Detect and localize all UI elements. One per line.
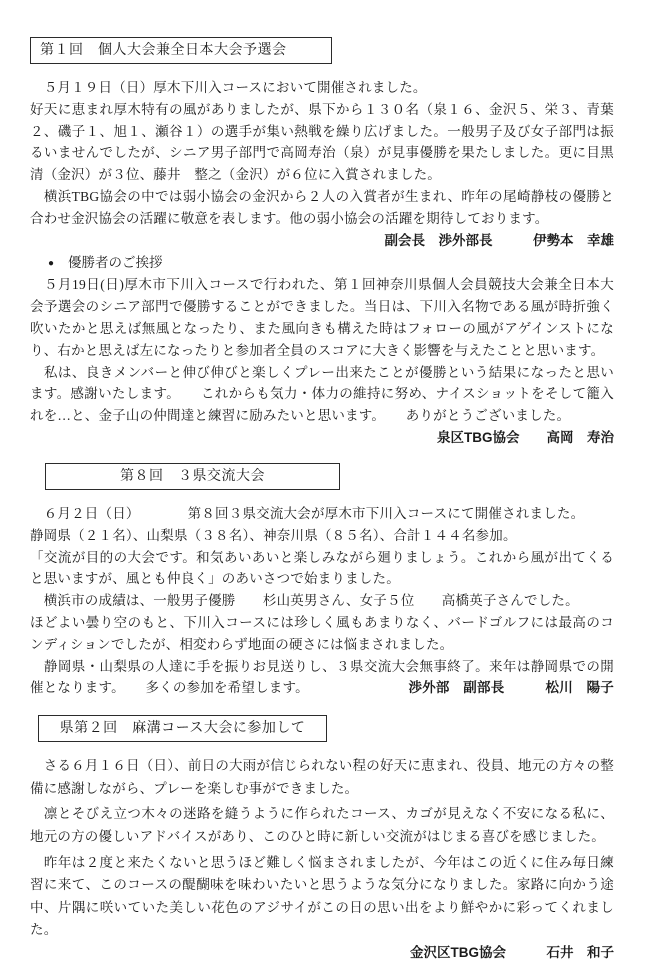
section2-title: 第８回 ３県交流大会 [120, 468, 265, 484]
section2-paragraph-5: ほどよい曇り空のもと、下川入コースには珍しく風もあまりなく、バードゴルフには最高のコンディションでしたが、相変わらず地面の硬さには悩まされました。 [30, 614, 614, 652]
greeting-paragraph-1: ５月19日(日)厚木市下川入コースで行われた、第１回神奈川県個人会員競技大会兼全日本大会予選会のシニア部門で優勝することができました。当日は、下川入名物である風が時折強く吹いたかと思えば無風となったり、また風向きも構えた時はフォローの風がアゲインストになり、右かと思えば左になったりと参加者全員のスコアに大きく影響を与えたことと思います。 [30, 277, 614, 358]
section2-closing-text: 静岡県・山梨県の人達に手を振りお見送りし、３県交流大会無事終了。来年は静岡県での開催となります。 多くの参加を希望します。 [30, 658, 614, 696]
greeting-heading-label: 優勝者のご挨拶 [68, 254, 163, 270]
section3-title: 県第２回 麻溝コース大会に参加して [59, 721, 306, 737]
section2-paragraph-3: 「交流が目的の大会です。和気あいあいと楽しみながら廻りましょう。これから風が出てくると思いますが、風とも仲良く」のあいさつで始まりました。 [30, 549, 614, 587]
section3-paragraph-1: さる６月１６日（日）、前日の大雨が信じられない程の好天に恵まれ、役員、地元の方々の整備に感謝しながら、プレーを楽しむ事ができました。 [30, 758, 614, 796]
section2-title-box [45, 463, 340, 490]
section2-signature: 渉外部 副部長 松川 陽子 [408, 680, 614, 696]
section1-signature: 副会長 渉外部長 伊勢本 幸雄 [384, 232, 614, 248]
section3-title-box [38, 715, 327, 742]
section1-paragraph-2: 好天に恵まれ厚木特有の風がありましたが、県下から１３０名（泉１６、金沢５、栄３、青葉２、磯子１、旭１、瀬谷１）の選手が集い熱戦を繰り広げました。一般男子及び女子部門は振るいませんでしたが、シニア男子部門で高岡寿治（泉）が見事優勝を果たしました。更に目黒 清（金沢）が３位、藤井 整之（金沢）が６位に入賞されました。 [30, 101, 628, 183]
greeting-heading-line [30, 252, 614, 275]
bullet-icon: ● [48, 257, 55, 269]
section1-body [30, 77, 628, 449]
greeting-paragraph-2: 私は、良きメンバーと伸び伸びと楽しくプレー出来たことが優勝という結果になったと思います。感謝いたします。 これからも気力・体力の維持に努め、ナイスショットをそして籠入れを…と、金子山の仲間達と練習に励みたいと思います。 ありがとうございました。 [30, 364, 614, 424]
section2-body [30, 503, 614, 699]
greeting-signature: 泉区TBG協会 高岡 寿治 [437, 429, 614, 445]
section2-paragraph-1: ６月２日（日） 第８回３県交流大会が厚木市下川入コースにて開催されました。 [30, 505, 585, 521]
section3-paragraph-3: 昨年は２度と来たくないと思うほど難しく悩まされましたが、今年はこの近くに住み毎日練習に来て、このコースの醍醐味を味わいたいと思うような気分になりました。家路に向かう途中、片隅に咲いていた美しい花色のアジサイがこの日の思い出をより鮮やかに彩ってくれました。 [30, 854, 614, 938]
section2-paragraph-2: 静岡県（２１名）、山梨県（３８名）、神奈川県（８５名）、合計１４４名参加。 [30, 527, 517, 543]
section1-paragraph-3: 横浜TBG協会の中では弱小協会の金沢から２人の入賞者が生まれ、昨年の尾崎静枝の優勝と合わせ金沢協会の活躍に敬意を表します。他の弱小協会の活躍を期待しております。 [30, 188, 614, 226]
section1-title-box [30, 37, 332, 64]
section2-closing-line [30, 656, 614, 700]
section1-title: 第１回 個人大会兼全日本大会予選会 [40, 43, 287, 58]
section3-signature: 金沢区TBG協会 石井 和子 [410, 944, 614, 960]
section1-paragraph-1: ５月１９日（日）厚木下川入コースにおいて開催されました。 [30, 80, 427, 95]
section3-paragraph-2: 凛とそびえ立つ木々の迷路を縫うように作られたコース、カゴが見えなく不安になる私に、地元の方の優しいアドバイスがあり、このひと時に新しい交流がはじまる喜びを感じました。 [30, 806, 614, 844]
section3-body [30, 755, 614, 964]
section2-paragraph-4: 横浜市の成績は、一般男子優勝 杉山英男さん、女子５位 高橋英子さんでした。 [30, 593, 579, 609]
